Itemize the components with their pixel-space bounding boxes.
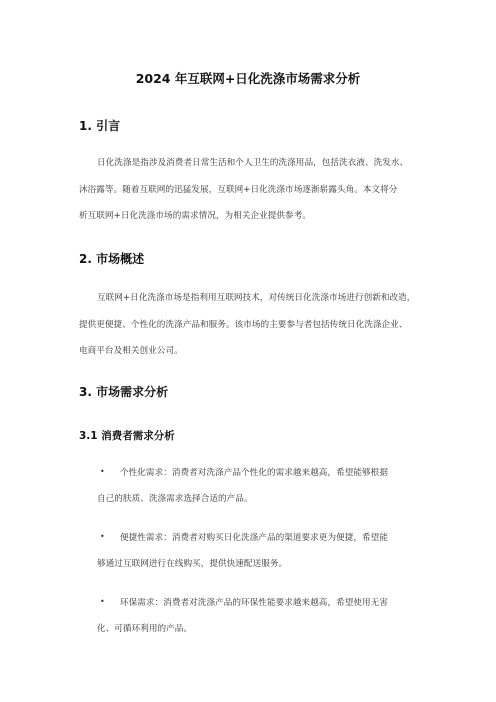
bullet-marker: • [100, 532, 105, 541]
paragraph-line: 提供更便捷、个性化的洗涤产品和服务。该市场的主要参与者包括传统日化洗涤企业、 [79, 320, 408, 330]
document-title: 2024 年互联网+日化洗涤市场需求分析 [135, 71, 361, 86]
section-heading-overview: 2. 市场概述 [79, 252, 145, 266]
paragraph-line: 沐浴露等。随着互联网的迅猛发展，互联网+日化洗涤市场逐渐崭露头角。本文将分 [79, 185, 398, 195]
section-heading-demand: 3. 市场需求分析 [79, 385, 169, 399]
paragraph-line: 析互联网+日化洗涤市场的需求情况，为相关企业提供参考。 [79, 211, 311, 221]
bullet-line: 自己的肤质、洗涤需求选择合适的产品。 [97, 494, 253, 504]
bullet-line: 个性化需求：消费者对洗涤产品个性化的需求越来越高，希望能够根据 [120, 468, 388, 478]
bullet-line: 便捷性需求：消费者对购买日化洗涤产品的渠道要求更为便捷，希望能 [120, 533, 388, 543]
subsection-heading-consumer: 3.1 消费者需求分析 [79, 430, 175, 442]
section-heading-intro: 1. 引言 [79, 119, 121, 133]
bullet-line: 够通过互联网进行在线购买，提供快速配送服务。 [97, 559, 288, 569]
paragraph-line: 电商平台及相关创业公司。 [79, 346, 183, 356]
paragraph-line: 互联网+日化洗涤市场是指利用互联网技术，对传统日化洗涤市场进行创新和改造， [97, 293, 416, 303]
bullet-line: 化、可循环利用的产品。 [97, 624, 193, 634]
paragraph-line: 日化洗涤是指涉及消费者日常生活和个人卫生的洗涤用品，包括洗衣液、洗发水、 [97, 158, 409, 168]
bullet-marker: • [100, 597, 105, 606]
bullet-marker: • [100, 467, 105, 476]
bullet-line: 环保需求：消费者对洗涤产品的环保性能要求越来越高，希望使用无害 [120, 598, 388, 608]
